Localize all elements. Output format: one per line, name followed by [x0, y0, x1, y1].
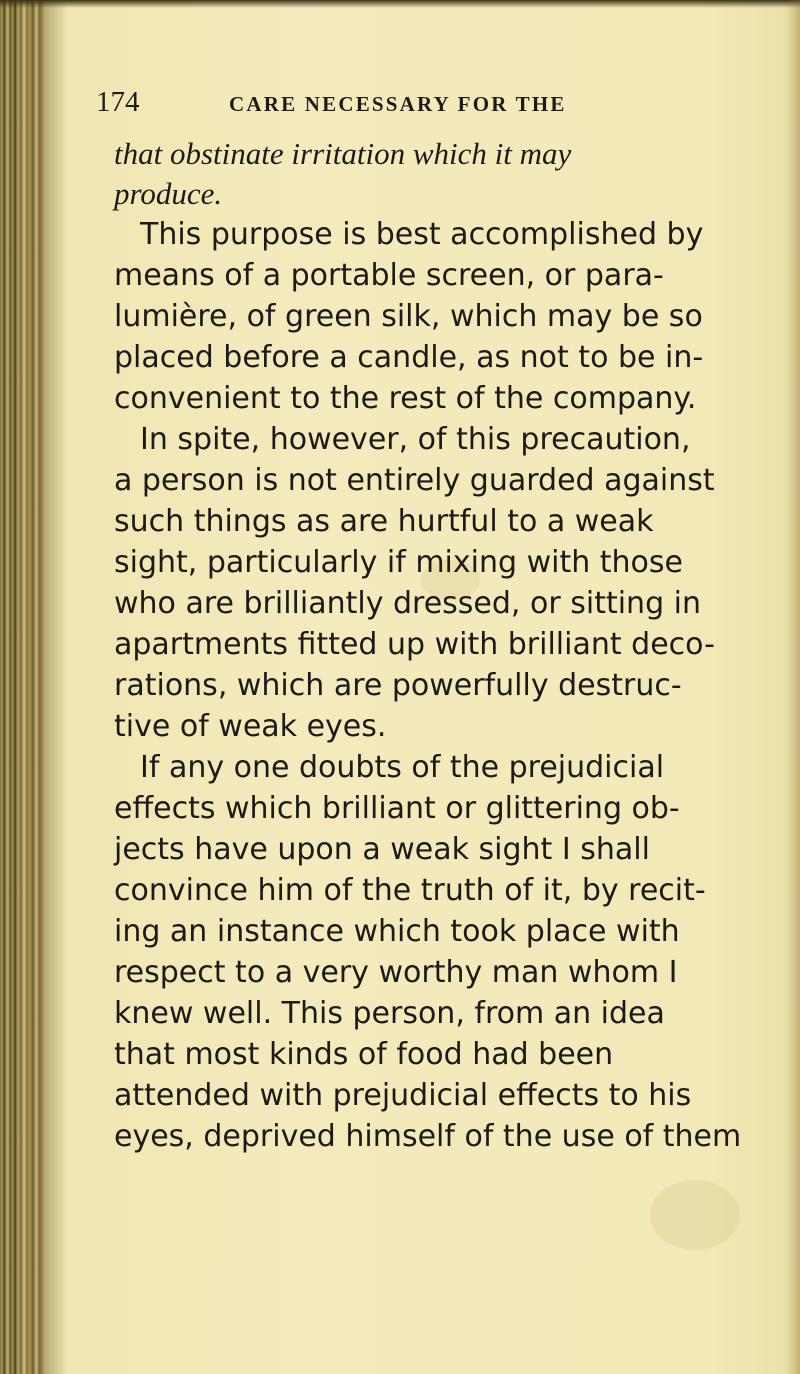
text-line: apartments fitted up with brilliant deco-: [114, 627, 715, 662]
running-head-title: CARE NECESSARY FOR THE: [229, 92, 567, 116]
running-header: [96, 86, 786, 126]
page-number: 174: [96, 86, 140, 118]
page-top-edge: [0, 0, 800, 8]
text-line: attended with prejudicial effects to his: [114, 1078, 692, 1113]
text-line: convince him of the truth of it, by recit-: [114, 873, 706, 908]
text-line: a person is not entirely guarded against: [114, 463, 715, 498]
text-line: lumière, of green silk, which may be so: [114, 299, 703, 334]
text-line: eyes, deprived himself of the use of them: [114, 1119, 742, 1154]
text-line: that obstinate irritation which it may: [114, 136, 572, 171]
text-line: respect to a very worthy man whom I: [114, 955, 678, 990]
text-line: rations, which are powerfully destruc-: [114, 668, 682, 703]
text-line: jects have upon a weak sight I shall: [114, 832, 650, 867]
text-line: who are brilliantly dressed, or sitting in: [114, 586, 701, 621]
text-line: such things as are hurtful to a weak: [114, 504, 654, 539]
text-line: that most kinds of food had been: [114, 1037, 614, 1072]
text-line: tive of weak eyes.: [114, 709, 387, 744]
text-line: convenient to the rest of the company.: [114, 381, 697, 416]
gutter-shadow: [38, 0, 68, 1374]
paper-stain: [650, 1180, 740, 1250]
text-line: In spite, however, of this precaution,: [140, 422, 691, 457]
text-line: This purpose is best accomplished by: [140, 217, 704, 252]
text-line: If any one doubts of the prejudicial: [140, 750, 665, 785]
text-line: knew well. This person, from an idea: [114, 996, 665, 1031]
text-line: placed before a candle, as not to be in-: [114, 340, 704, 375]
text-line: effects which brilliant or glittering ob-: [114, 791, 680, 826]
text-line: produce.: [114, 176, 223, 211]
page-right-edge: [786, 0, 800, 1374]
text-line: ing an instance which took place with: [114, 914, 680, 949]
text-line: sight, particularly if mixing with those: [114, 545, 683, 580]
text-line: means of a portable screen, or para-: [114, 258, 664, 293]
